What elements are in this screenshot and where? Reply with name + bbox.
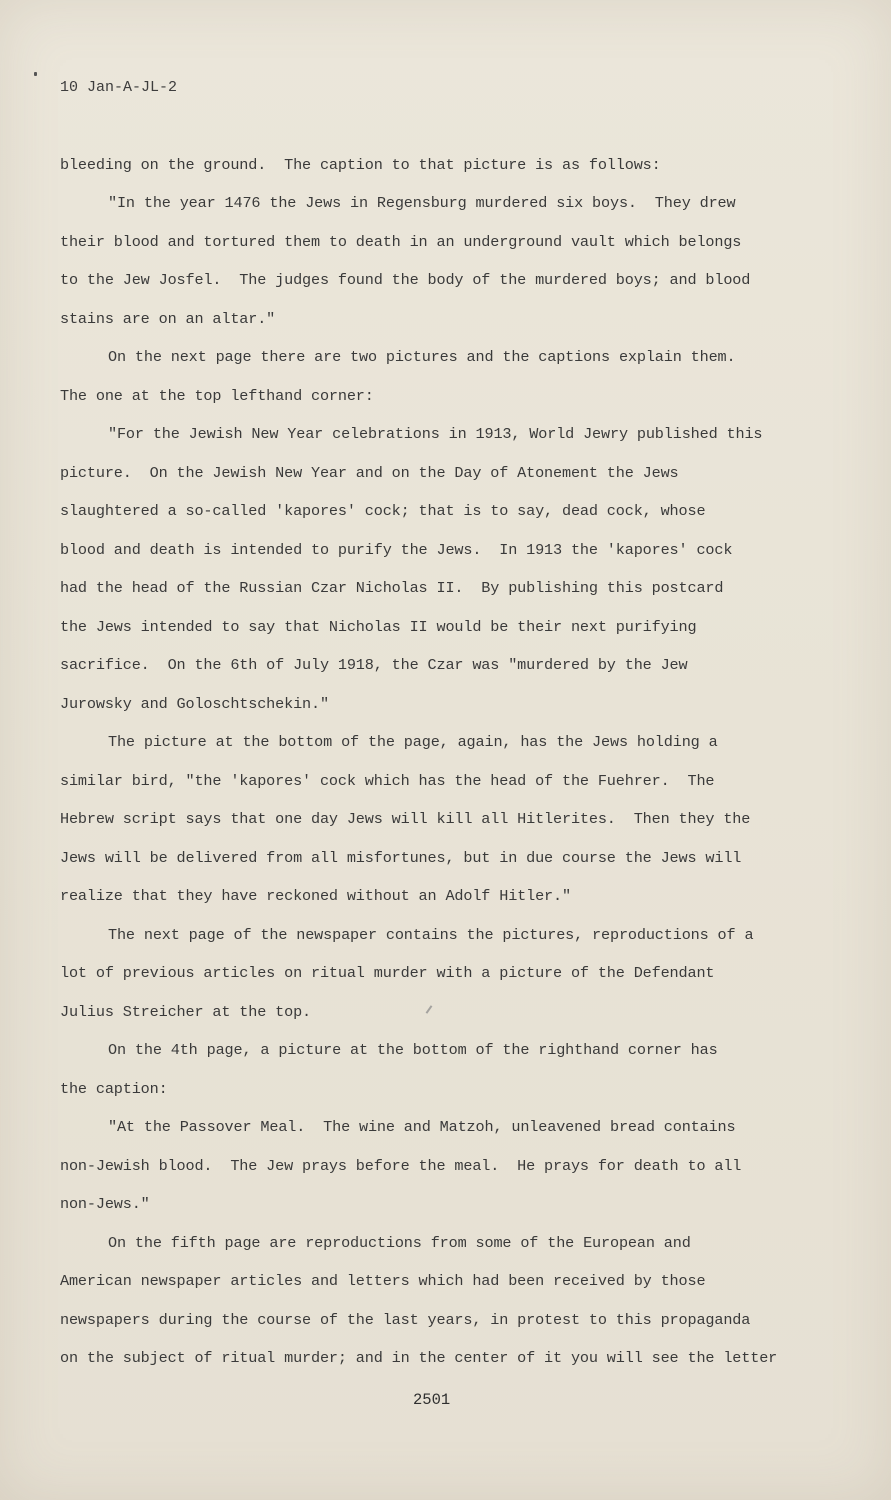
- text-line: Jews will be delivered from all misfortunes, but in due course the Jews will: [60, 849, 742, 867]
- text-line: blood and death is intended to purify the Jews. In 1913 the 'kapores' cock: [60, 541, 733, 559]
- text-line: picture. On the Jewish New Year and on the Day of Atonement the Jews: [60, 464, 679, 482]
- page-header-code: 10 Jan-A-JL-2: [60, 79, 178, 96]
- text-line: to the Jew Josfel. The judges found the body of the murdered boys; and blood: [60, 271, 751, 289]
- text-line: On the 4th page, a picture at the bottom of the righthand corner has: [108, 1041, 718, 1059]
- text-line: slaughtered a so-called 'kapores' cock; that is to say, dead cock, whose: [60, 502, 706, 520]
- text-line: bleeding on the ground. The caption to that picture is as follows:: [60, 156, 661, 174]
- text-line: the Jews intended to say that Nicholas II would be their next purifying: [60, 618, 697, 636]
- text-line: had the head of the Russian Czar Nicholas II. By publishing this postcard: [60, 579, 724, 597]
- text-line: Jurowsky and Goloschtschekin.": [60, 695, 329, 713]
- page-number: 2501: [413, 1391, 451, 1409]
- text-line: On the fifth page are reproductions from some of the European and: [108, 1234, 691, 1252]
- text-line: The one at the top lefthand corner:: [60, 387, 374, 405]
- text-line: "For the Jewish New Year celebrations in 1913, World Jewry published this: [108, 425, 763, 443]
- text-line: on the subject of ritual murder; and in the center of it you will see the letter: [60, 1349, 778, 1367]
- text-line: similar bird, "the 'kapores' cock which has the head of the Fuehrer. The: [60, 772, 715, 790]
- text-line: Hebrew script says that one day Jews will kill all Hitlerites. Then they the: [60, 810, 751, 828]
- text-line: Julius Streicher at the top.: [60, 1003, 311, 1021]
- text-line: "In the year 1476 the Jews in Regensburg murdered six boys. They drew: [108, 194, 736, 212]
- text-line: their blood and tortured them to death in an underground vault which belongs: [60, 233, 742, 251]
- margin-dot-mark: [34, 72, 37, 76]
- text-line: "At the Passover Meal. The wine and Matzoh, unleavened bread contains: [108, 1118, 736, 1136]
- text-line: the caption:: [60, 1080, 168, 1098]
- text-line: stains are on an altar.": [60, 310, 276, 328]
- text-line: The next page of the newspaper contains the pictures, reproductions of a: [108, 926, 754, 944]
- text-line: newspapers during the course of the last years, in protest to this propaganda: [60, 1311, 751, 1329]
- text-line: On the next page there are two pictures and the captions explain them.: [108, 348, 736, 366]
- stray-pen-mark: [426, 1005, 433, 1014]
- text-line: lot of previous articles on ritual murder with a picture of the Defendant: [60, 964, 715, 982]
- text-line: non-Jewish blood. The Jew prays before the meal. He prays for death to all: [60, 1157, 742, 1175]
- text-line: realize that they have reckoned without an Adolf Hitler.": [60, 887, 571, 905]
- text-line: American newspaper articles and letters which had been received by those: [60, 1272, 706, 1290]
- text-line: sacrifice. On the 6th of July 1918, the Czar was "murdered by the Jew: [60, 656, 688, 674]
- text-line: The picture at the bottom of the page, again, has the Jews holding a: [108, 733, 718, 751]
- text-line: non-Jews.": [60, 1195, 150, 1213]
